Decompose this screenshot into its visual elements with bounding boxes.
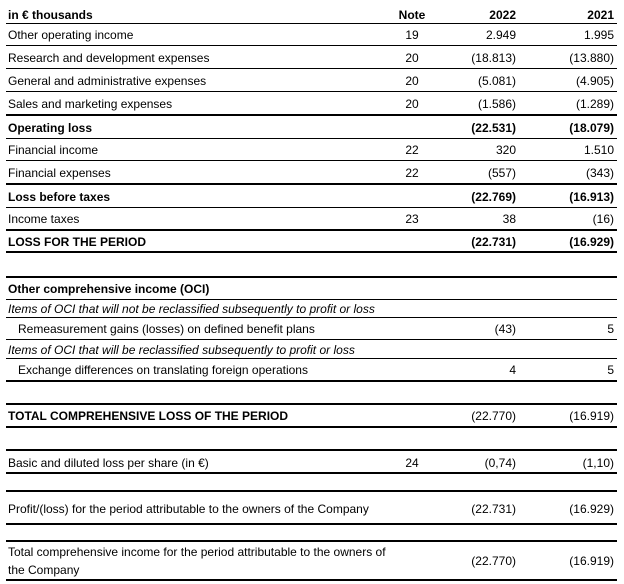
row-divider <box>6 68 617 69</box>
row-divider <box>6 138 617 139</box>
row-divider <box>6 91 617 92</box>
row-value-2021: (16.929) <box>569 235 614 249</box>
row-divider <box>6 183 617 185</box>
row-value-2021: (1.289) <box>575 97 614 111</box>
row-value-2022: (22.731) <box>471 235 516 249</box>
row-note: 23 <box>405 212 419 226</box>
row-value-2022: 320 <box>495 143 516 157</box>
section-divider <box>6 540 617 542</box>
row-value-2022: (18.813) <box>471 51 516 65</box>
oci-subheading: Items of OCI that will not be reclassified subsequently to profit or loss <box>8 302 375 316</box>
row-value-2022: 4 <box>509 363 516 377</box>
row-value-2022: (0,74) <box>484 456 516 470</box>
row-divider <box>6 579 617 581</box>
row-value-2021: (18.079) <box>569 121 614 135</box>
section-divider <box>6 449 617 451</box>
row-note: 20 <box>405 97 419 111</box>
row-label: Loss before taxes <box>8 190 111 204</box>
row-note: 24 <box>405 456 419 470</box>
row-value-2021: 1.995 <box>583 28 614 42</box>
row-value-2022: (22.731) <box>471 502 516 516</box>
row-value-2022: (557) <box>487 166 516 180</box>
row-value-2022: (43) <box>494 322 516 336</box>
row-divider <box>6 380 617 382</box>
row-value-2022: (5.081) <box>477 74 516 88</box>
row-value-2021: (16) <box>592 212 614 226</box>
row-label: Other operating income <box>8 28 134 42</box>
row-label: Profit/(loss) for the period attributable to the owners of the Company <box>8 502 369 516</box>
row-divider <box>6 251 617 253</box>
row-divider <box>6 472 617 474</box>
row-value-2021: 5 <box>607 363 614 377</box>
row-label: Remeasurement gains (losses) on defined benefit plans <box>18 322 315 336</box>
row-note: 20 <box>405 74 419 88</box>
oci-subheading: Items of OCI that will be reclassified subsequently to profit or loss <box>8 343 355 357</box>
row-value-2021: (16.913) <box>569 190 614 204</box>
row-divider <box>6 160 617 161</box>
row-note: 19 <box>405 28 419 42</box>
row-value-2021: (16.929) <box>569 502 614 516</box>
row-value-2021: (1,10) <box>582 456 614 470</box>
row-note: 20 <box>405 51 419 65</box>
row-divider <box>6 45 617 46</box>
row-label: TOTAL COMPREHENSIVE LOSS OF THE PERIOD <box>8 409 289 423</box>
row-value-2021: (16.919) <box>569 554 614 568</box>
row-divider <box>6 299 617 300</box>
row-divider <box>6 339 617 340</box>
row-label: Basic and diluted loss per share (in €) <box>8 456 209 470</box>
year-2021-header: 2021 <box>587 8 614 22</box>
row-divider <box>6 523 617 525</box>
row-label: Exchange differences on translating foreign operations <box>18 363 308 377</box>
row-note: 22 <box>405 143 419 157</box>
oci-title: Other comprehensive income (OCI) <box>8 282 210 296</box>
note-column-header: Note <box>398 8 426 22</box>
row-label: Research and development expenses <box>8 51 210 65</box>
row-value-2021: (16.919) <box>569 409 614 423</box>
section-divider <box>6 490 617 492</box>
row-divider <box>6 426 617 428</box>
row-divider <box>6 317 617 318</box>
section-divider <box>6 403 617 405</box>
row-divider <box>6 114 617 116</box>
currency-unit-header: in € thousands <box>8 8 93 22</box>
row-value-2022: (1.586) <box>477 97 516 111</box>
row-value-2021: (343) <box>585 166 614 180</box>
row-value-2021: 5 <box>607 322 614 336</box>
row-label: Total comprehensive income for the period attributable to the owners of the Company <box>8 545 386 577</box>
row-value-2022: (22.531) <box>471 121 516 135</box>
row-label: Operating loss <box>8 121 93 135</box>
row-note: 22 <box>405 166 419 180</box>
row-label: Sales and marketing expenses <box>8 97 173 111</box>
row-value-2021: (13.880) <box>569 51 614 65</box>
row-value-2022: 2.949 <box>485 28 516 42</box>
row-label: General and administrative expenses <box>8 74 207 88</box>
row-divider <box>6 23 617 24</box>
row-label: LOSS FOR THE PERIOD <box>8 235 147 249</box>
row-label: Income taxes <box>8 212 80 226</box>
row-label: Financial income <box>8 143 99 157</box>
row-value-2022: (22.770) <box>471 554 516 568</box>
row-value-2021: (4.905) <box>575 74 614 88</box>
row-divider <box>6 207 617 208</box>
row-value-2021: 1.510 <box>583 143 614 157</box>
row-value-2022: 38 <box>502 212 516 226</box>
row-value-2022: (22.769) <box>471 190 516 204</box>
section-divider <box>6 276 617 278</box>
row-divider <box>6 358 617 359</box>
year-2022-header: 2022 <box>489 8 516 22</box>
row-label: Financial expenses <box>8 166 111 180</box>
row-divider <box>6 229 617 231</box>
row-value-2022: (22.770) <box>471 409 516 423</box>
